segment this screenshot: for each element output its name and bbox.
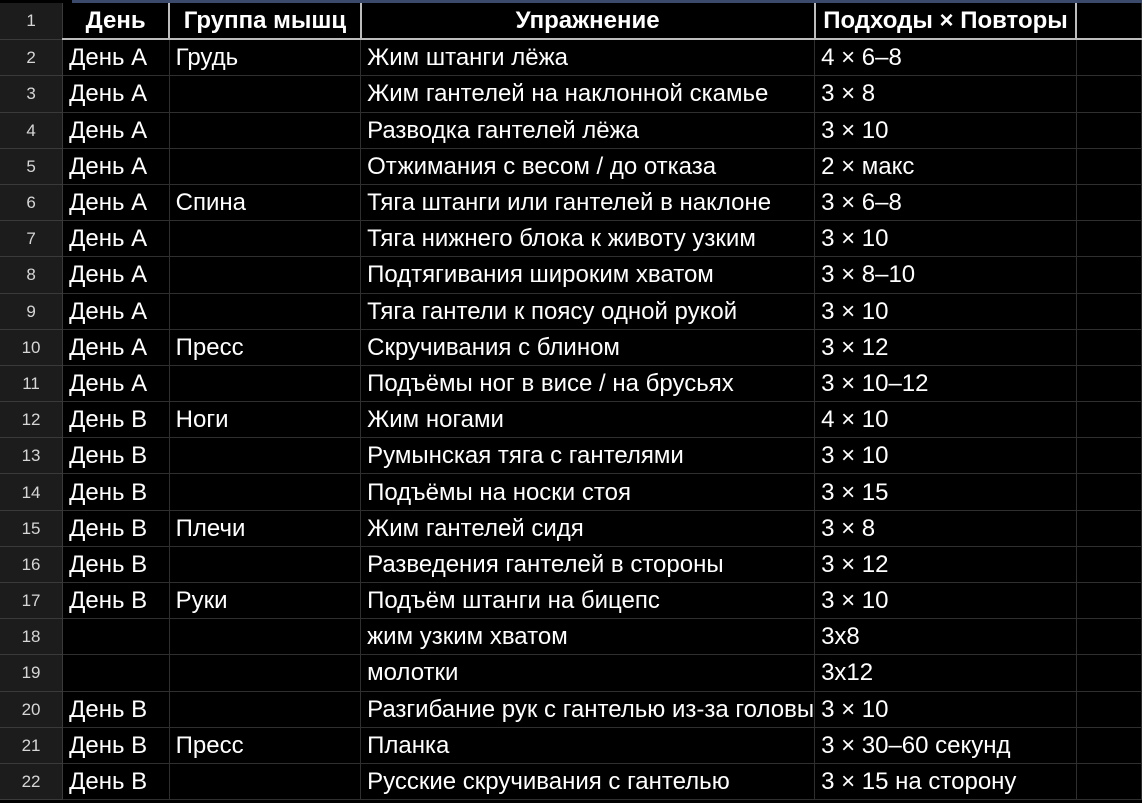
empty-cell[interactable] [1076,546,1141,582]
row-number[interactable]: 1 [0,3,63,39]
row-number[interactable]: 20 [0,691,63,727]
table-row [0,184,1142,220]
table-row [0,76,1142,112]
empty-cell[interactable] [1076,39,1141,76]
empty-cell[interactable] [1076,619,1141,655]
row-number[interactable]: 8 [0,257,63,293]
table-row [0,763,1142,799]
header-muscle-group-cell[interactable]: Группа мышц [169,3,360,39]
exercise-cell[interactable]: Скручивания с блином [361,329,815,365]
exercise-cell[interactable]: Тяга штанги или гантелей в наклоне [361,184,815,220]
exercise-cell[interactable]: Разводка гантелей лёжа [361,112,815,148]
muscle-group-cell[interactable] [169,655,360,691]
row-number[interactable]: 18 [0,619,63,655]
day-cell[interactable]: День B [63,727,170,763]
row-number[interactable]: 22 [0,763,63,799]
row-number[interactable]: 3 [0,76,63,112]
day-cell[interactable]: День B [63,474,170,510]
muscle-group-cell[interactable] [169,546,360,582]
table-row [0,655,1142,691]
empty-cell[interactable] [1076,329,1141,365]
muscle-group-cell[interactable] [169,474,360,510]
spreadsheet-grid [0,3,1142,800]
day-cell[interactable]: День A [63,184,170,220]
empty-cell[interactable] [1076,184,1141,220]
muscle-group-cell[interactable] [169,365,360,401]
header-row [0,3,1142,39]
exercise-cell[interactable]: Отжимания с весом / до отказа [361,148,815,184]
table-row [0,727,1142,763]
empty-cell[interactable] [1076,583,1141,619]
row-number[interactable]: 2 [0,39,63,76]
day-cell[interactable]: День B [63,510,170,546]
header-exercise-cell[interactable]: Упражнение [361,3,815,39]
day-cell[interactable]: День A [63,76,170,112]
empty-cell[interactable] [1076,727,1141,763]
row-number[interactable]: 16 [0,546,63,582]
muscle-group-cell[interactable] [169,293,360,329]
row-number[interactable]: 13 [0,438,63,474]
sets-reps-cell[interactable]: 3x8 [815,619,1077,655]
day-cell[interactable]: День A [63,329,170,365]
exercise-cell[interactable]: Жим гантелей сидя [361,510,815,546]
exercise-cell[interactable]: Русские скручивания с гантелью [361,763,815,799]
sets-reps-cell[interactable]: 3 × 12 [815,329,1077,365]
exercise-cell[interactable]: Подъём штанги на бицепс [361,583,815,619]
sets-reps-cell[interactable]: 3 × 8 [815,510,1077,546]
row-number[interactable]: 7 [0,221,63,257]
sets-reps-cell[interactable]: 3 × 10 [815,691,1077,727]
sets-reps-cell[interactable]: 3 × 10 [815,583,1077,619]
day-cell[interactable]: День B [63,402,170,438]
muscle-group-cell[interactable]: Спина [169,184,360,220]
sets-reps-cell[interactable]: 3 × 8 [815,76,1077,112]
muscle-group-cell[interactable]: Пресс [169,727,360,763]
sets-reps-cell[interactable]: 3 × 12 [815,546,1077,582]
row-number[interactable]: 6 [0,184,63,220]
table-row [0,474,1142,510]
muscle-group-cell[interactable] [169,763,360,799]
table-row [0,148,1142,184]
exercise-cell[interactable]: Подъёмы ног в висе / на брусьях [361,365,815,401]
table-row [0,257,1142,293]
sets-reps-cell[interactable]: 3x12 [815,655,1077,691]
empty-cell[interactable] [1076,112,1141,148]
header-sets-reps-cell[interactable]: Подходы × Повторы [815,3,1077,39]
day-cell[interactable]: День B [63,546,170,582]
table-row [0,619,1142,655]
day-cell[interactable]: День A [63,365,170,401]
empty-cell[interactable] [1076,438,1141,474]
empty-cell[interactable] [1076,257,1141,293]
empty-cell[interactable] [1076,691,1141,727]
exercise-cell[interactable]: Жим штанги лёжа [361,39,815,76]
muscle-group-cell[interactable] [169,438,360,474]
day-cell[interactable] [63,655,170,691]
row-number[interactable]: 17 [0,583,63,619]
sets-reps-cell[interactable]: 3 × 15 на сторону [815,763,1077,799]
empty-cell[interactable] [1076,763,1141,799]
row-number[interactable]: 21 [0,727,63,763]
sets-reps-cell[interactable]: 3 × 10–12 [815,365,1077,401]
header-day-cell[interactable]: День [63,3,170,39]
table-row [0,438,1142,474]
muscle-group-cell[interactable] [169,619,360,655]
day-cell[interactable]: День A [63,148,170,184]
muscle-group-cell[interactable]: Пресс [169,329,360,365]
sets-reps-cell[interactable]: 3 × 30–60 секунд [815,727,1077,763]
muscle-group-cell[interactable] [169,112,360,148]
table-row [0,546,1142,582]
exercise-cell[interactable]: Тяга нижнего блока к животу узким [361,221,815,257]
empty-cell[interactable] [1076,655,1141,691]
day-cell[interactable]: День B [63,438,170,474]
row-number[interactable]: 15 [0,510,63,546]
row-number[interactable]: 10 [0,329,63,365]
table-row [0,583,1142,619]
day-cell[interactable]: День B [63,691,170,727]
exercise-cell[interactable]: Румынская тяга с гантелями [361,438,815,474]
row-number[interactable]: 19 [0,655,63,691]
exercise-cell[interactable]: Жим гантелей на наклонной скамье [361,76,815,112]
day-cell[interactable]: День B [63,583,170,619]
muscle-group-cell[interactable] [169,221,360,257]
sets-reps-cell[interactable]: 3 × 10 [815,293,1077,329]
sets-reps-cell[interactable]: 2 × макс [815,148,1077,184]
exercise-cell[interactable]: Подъёмы на носки стоя [361,474,815,510]
day-cell[interactable]: День A [63,293,170,329]
muscle-group-cell[interactable] [169,76,360,112]
empty-cell[interactable] [1076,76,1141,112]
row-number[interactable]: 5 [0,148,63,184]
muscle-group-cell[interactable]: Плечи [169,510,360,546]
sets-reps-cell[interactable]: 3 × 10 [815,438,1077,474]
table-row [0,365,1142,401]
exercise-cell[interactable]: Тяга гантели к поясу одной рукой [361,293,815,329]
muscle-group-cell[interactable] [169,691,360,727]
day-cell[interactable]: День B [63,763,170,799]
sets-reps-cell[interactable]: 3 × 15 [815,474,1077,510]
empty-cell[interactable] [1076,221,1141,257]
day-cell[interactable] [63,619,170,655]
sets-reps-cell[interactable]: 3 × 6–8 [815,184,1077,220]
day-cell[interactable]: День A [63,112,170,148]
sets-reps-cell[interactable]: 3 × 10 [815,112,1077,148]
exercise-cell[interactable]: Разгибание рук с гантелью из-за головы [361,691,815,727]
table-row [0,112,1142,148]
sets-reps-cell[interactable]: 4 × 10 [815,402,1077,438]
row-number[interactable]: 4 [0,112,63,148]
empty-cell[interactable] [1076,402,1141,438]
table-row [0,221,1142,257]
day-cell[interactable]: День A [63,257,170,293]
sets-reps-cell[interactable]: 3 × 8–10 [815,257,1077,293]
sets-reps-cell[interactable]: 3 × 10 [815,221,1077,257]
muscle-group-cell[interactable]: Ноги [169,402,360,438]
header-empty-cell[interactable] [1076,3,1141,39]
day-cell[interactable]: День A [63,39,170,76]
row-number[interactable]: 9 [0,293,63,329]
empty-cell[interactable] [1076,510,1141,546]
table-row [0,510,1142,546]
muscle-group-cell[interactable]: Руки [169,583,360,619]
exercise-cell[interactable]: молотки [361,655,815,691]
row-number[interactable]: 14 [0,474,63,510]
exercise-cell[interactable]: жим узким хватом [361,619,815,655]
exercise-cell[interactable]: Разведения гантелей в стороны [361,546,815,582]
exercise-cell[interactable]: Жим ногами [361,402,815,438]
row-number[interactable]: 12 [0,402,63,438]
empty-cell[interactable] [1076,474,1141,510]
table-row [0,293,1142,329]
table-row [0,402,1142,438]
exercise-cell[interactable]: Планка [361,727,815,763]
empty-cell[interactable] [1076,293,1141,329]
muscle-group-cell[interactable] [169,148,360,184]
exercise-cell[interactable]: Подтягивания широким хватом [361,257,815,293]
table-row [0,39,1142,76]
empty-cell[interactable] [1076,365,1141,401]
table-row [0,691,1142,727]
row-number[interactable]: 11 [0,365,63,401]
sets-reps-cell[interactable]: 4 × 6–8 [815,39,1077,76]
day-cell[interactable]: День A [63,221,170,257]
table-row [0,329,1142,365]
muscle-group-cell[interactable] [169,257,360,293]
muscle-group-cell[interactable]: Грудь [169,39,360,76]
empty-cell[interactable] [1076,148,1141,184]
